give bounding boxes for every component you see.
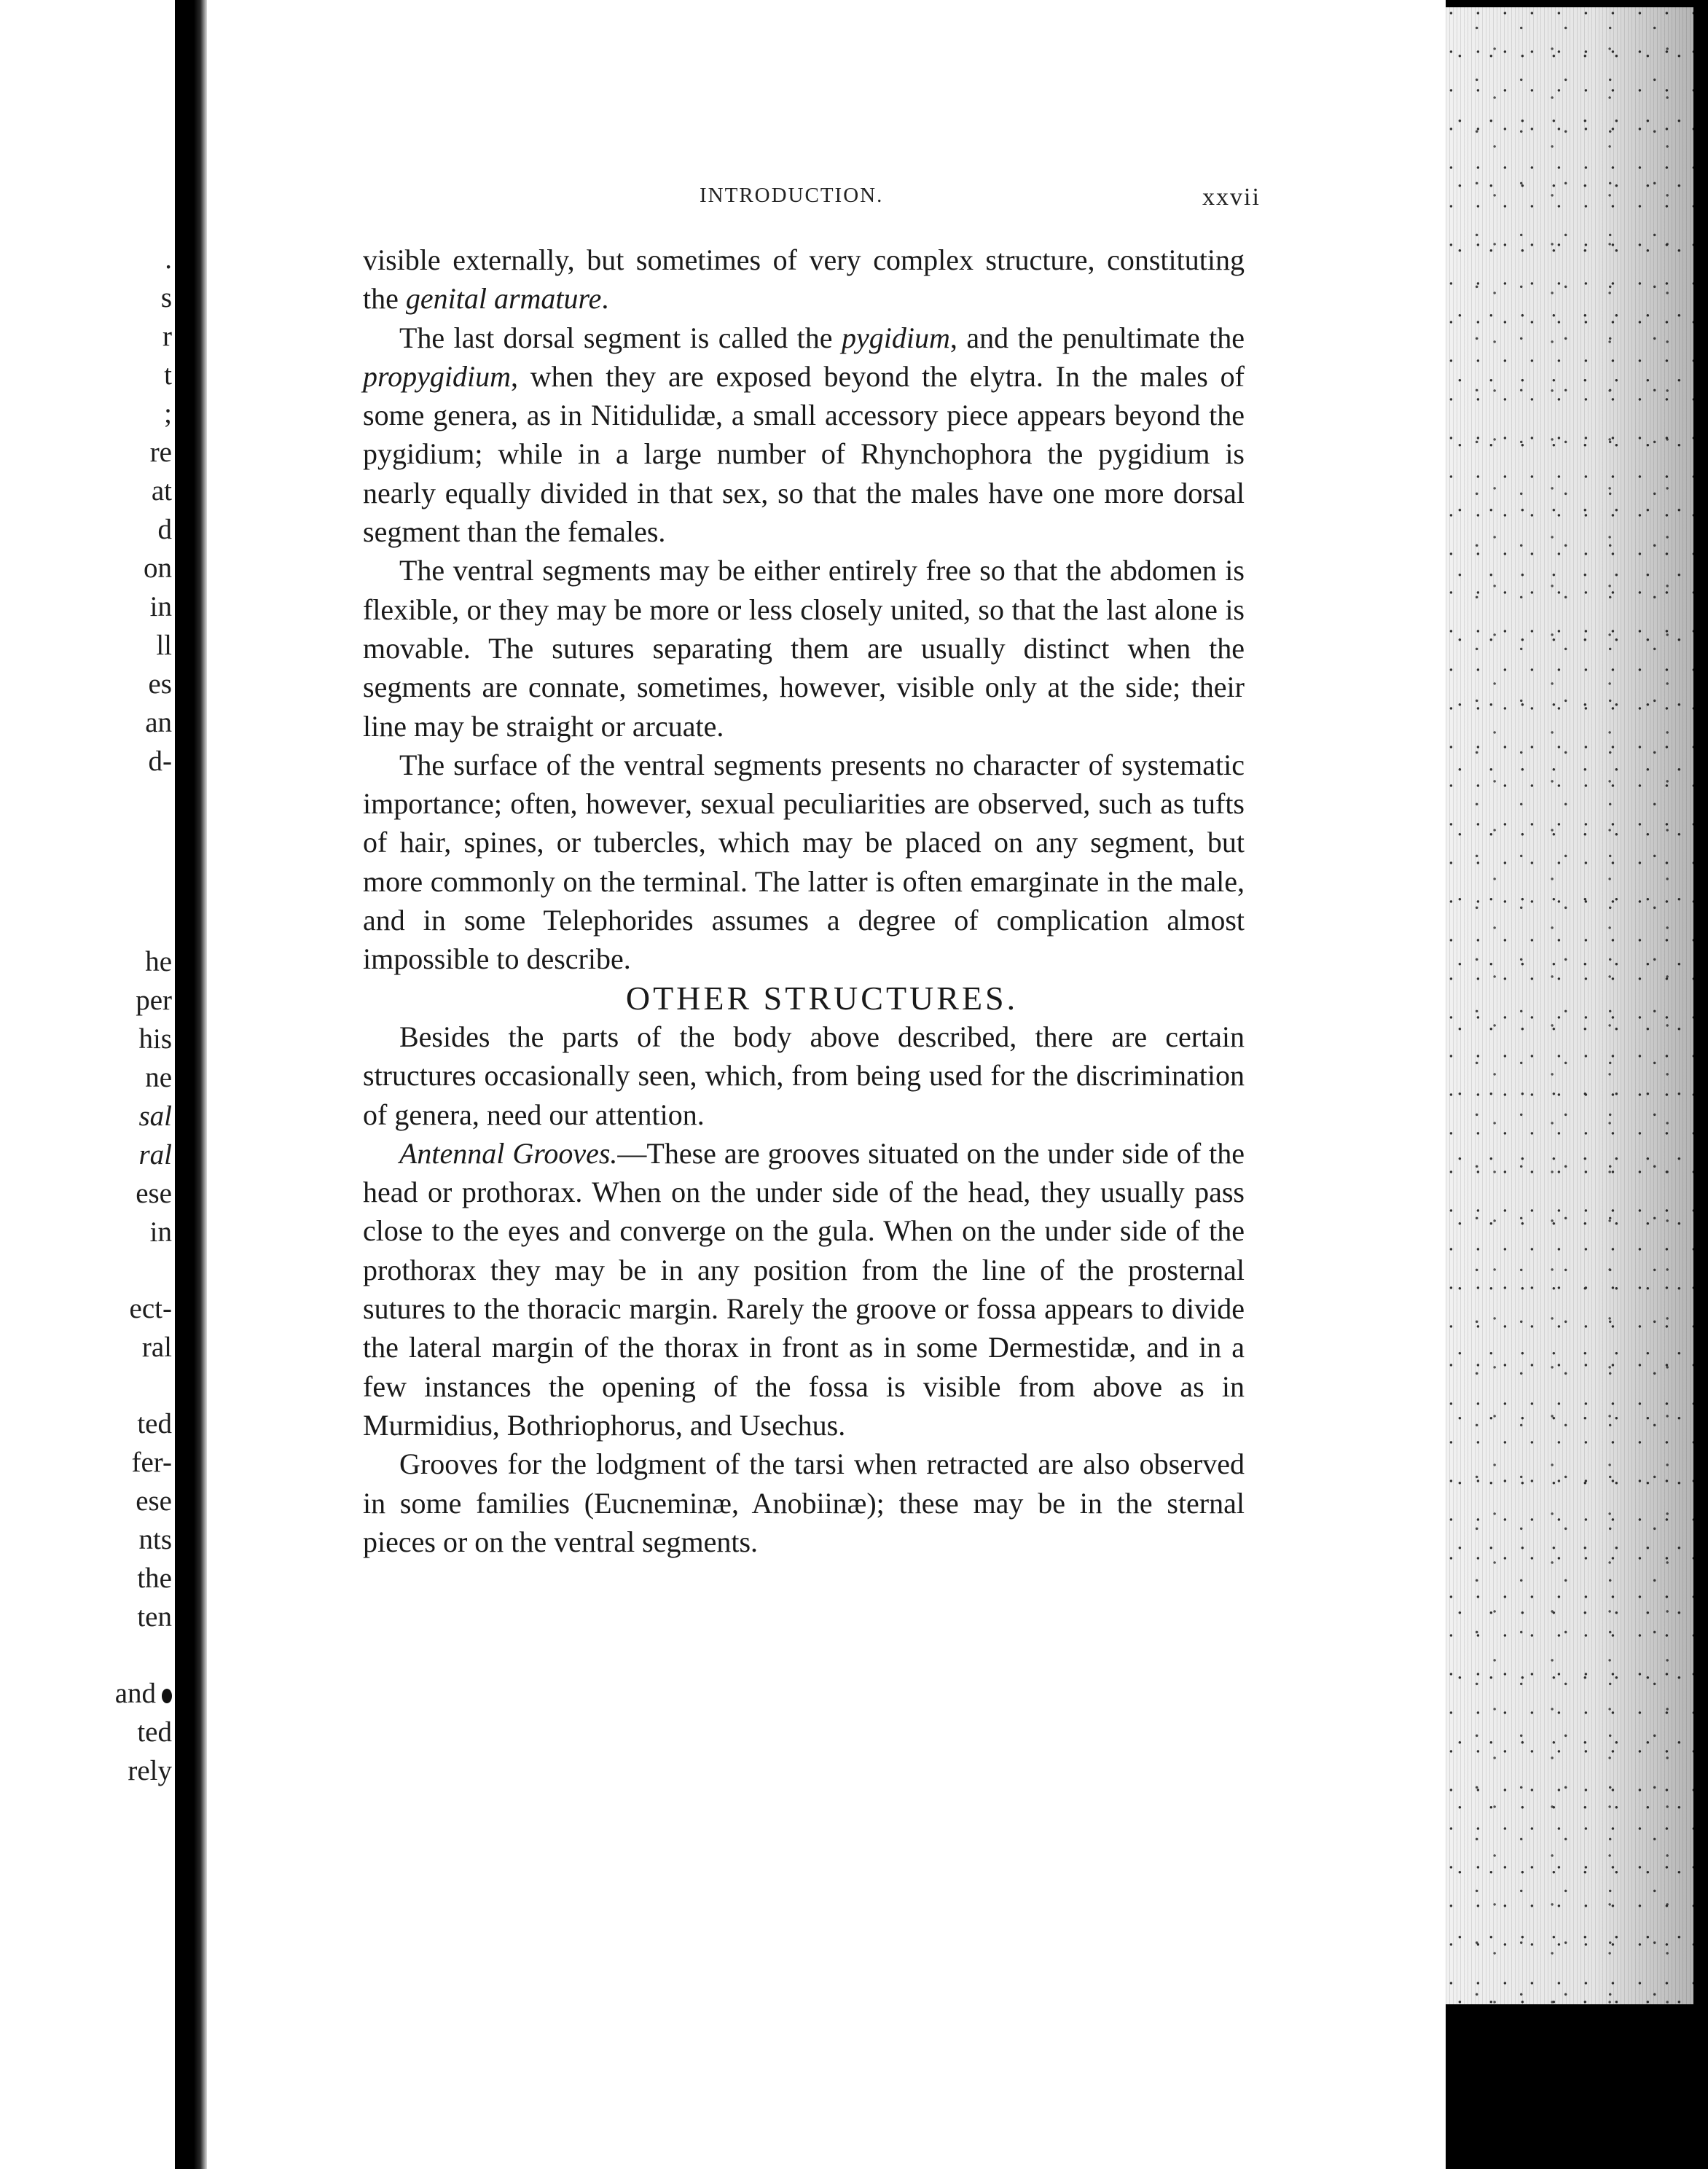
left-page-fragment: d <box>157 514 172 545</box>
left-page-fragment: at <box>151 475 172 507</box>
ink-blot-icon <box>162 1689 172 1703</box>
left-page-fragment: on <box>144 552 172 584</box>
left-page-fragment: he <box>145 946 172 977</box>
paragraph: The last dorsal segment is called the pygidium, and the penultimate the propygidium, when they are exposed beyond the elytra. In the males of some genera, as in Nitidulidæ, a small accessory piece appears beyond the pygidium; while in a large number of Rhynchophora the pygidium is nearly equally divided in that sex, so that the males have one more dorsal segment than the females. <box>363 321 1245 549</box>
left-page-fragment: r <box>162 321 172 352</box>
left-page-fragment: . <box>165 243 172 275</box>
left-page-fragment: per <box>136 985 172 1016</box>
paragraph: visible externally, but sometimes of very complex structure, constituting the genital armature. <box>363 243 1245 316</box>
book-gutter <box>185 0 207 2169</box>
paragraph: Antennal Grooves.—These are grooves situated on the under side of the head or prothorax. When on the under side of the head, they usually pass close to the eyes and converge on the gula. When on the under side of the prothorax they may be in any position from the line of the prosternal sutures to the thoracic margin. Rarely the groove or fossa appears to divide the lateral margin of the thorax in front as in some Dermestidæ, and in a few instances the opening of the fossa is visible from above as in Murmidius, Bothriophorus, and Usechus. <box>363 1136 1245 1442</box>
running-title: INTRODUCTION. <box>700 184 884 207</box>
page-stack-shade <box>1446 7 1693 2004</box>
left-page-fragment: ted <box>137 1716 172 1748</box>
italic-term: genital armature <box>405 282 602 316</box>
left-page-fragment: ne <box>145 1062 172 1093</box>
left-page-fragment: in <box>149 591 172 622</box>
left-page-fragment: ral <box>141 1332 172 1363</box>
left-page-fragment: and <box>0 1675 172 1713</box>
left-page-fragment: ll <box>156 630 172 661</box>
left-page-fragment: ese <box>136 1485 172 1517</box>
left-page-fragment: an <box>145 707 172 738</box>
left-page-fragment: ten <box>137 1601 172 1633</box>
italic-term: propygidium <box>363 359 511 393</box>
left-page-fragment: s <box>160 282 172 313</box>
left-page-fragment: sal <box>138 1101 172 1132</box>
page-number: xxvii <box>1202 184 1261 211</box>
paragraph: Grooves for the lodgment of the tarsi when retracted are also observed in some families (Eucneminæ, Anobiinæ); these may be in the sternal pieces or on the ventral segments. <box>363 1447 1245 1558</box>
paragraph: The surface of the ventral segments presents no character of systematic importance; often, however, sexual peculiarities are observed, such as tufts of hair, spines, or tubercles, which may be placed on any segment, but more commonly on the terminal. The latter is often emarginate in the male, and in some Telephorides assumes a degree of complication almost impossible to describe. <box>363 748 1245 976</box>
italic-term: pygidium <box>842 321 950 354</box>
left-page-fragment: ; <box>164 398 172 429</box>
left-page-fragment: ted <box>137 1408 172 1439</box>
left-page-fragment: in <box>149 1216 172 1248</box>
left-page-fragment: the <box>137 1563 172 1594</box>
page-stack-edge <box>1446 0 1708 2169</box>
left-page-fragment: rely <box>128 1755 172 1786</box>
left-page-fragment: es <box>148 668 172 700</box>
left-page-fragment: re <box>149 437 172 468</box>
left-page-fragment: d- <box>148 746 172 777</box>
section-heading: OTHER STRUCTURES. <box>625 979 1019 1017</box>
left-page-fragment: ect- <box>129 1293 172 1324</box>
paragraph: The ventral segments may be either entirely free so that the abdomen is flexible, or they may be more or less closely united, so that the last alone is movable. The sutures separating them are usually distinct when the segments are connate, sometimes, however, visible only at the side; their line may be straight or arcuate. <box>363 554 1245 743</box>
left-facing-page <box>0 0 176 2169</box>
left-page-fragment: ral <box>138 1139 172 1171</box>
paragraph: Besides the parts of the body above described, there are certain structures occasionally seen, which, from being used for the discrimination of genera, need our attention. <box>363 1020 1245 1131</box>
left-page-fragment: nts <box>138 1524 172 1555</box>
left-page-fragment: t <box>164 359 172 391</box>
left-page-fragment: his <box>138 1023 172 1055</box>
left-page-fragment: ese <box>136 1178 172 1209</box>
body-text <box>363 241 1245 1561</box>
italic-term: Antennal Grooves. <box>399 1136 618 1170</box>
left-page-fragment: fer- <box>131 1447 172 1478</box>
